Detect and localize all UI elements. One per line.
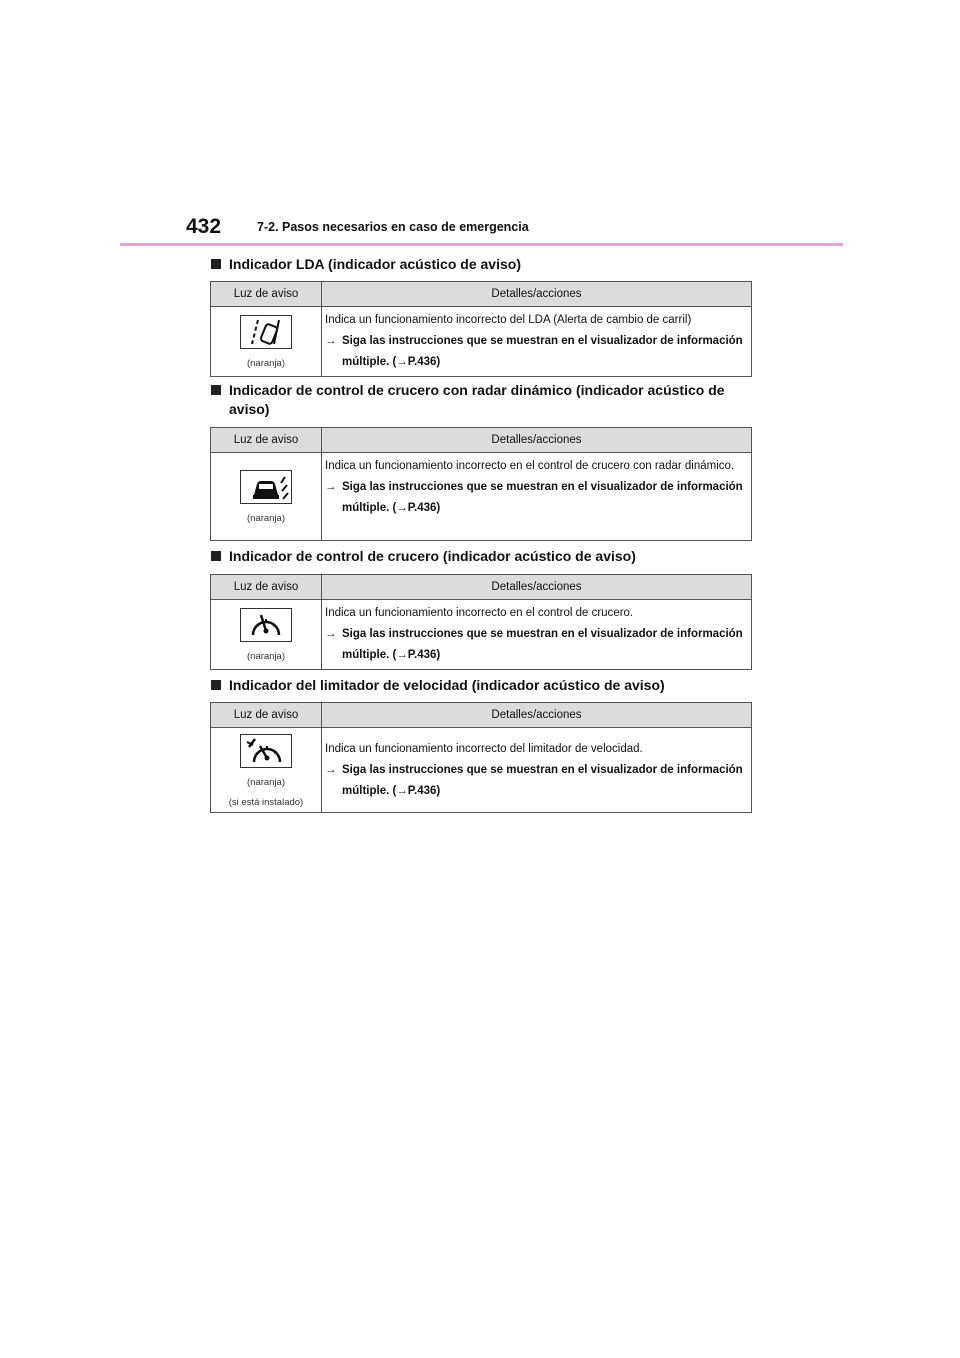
icon-caption: (naranja) <box>246 358 286 369</box>
details-cell <box>322 728 752 813</box>
warning-table-cruise <box>210 574 752 670</box>
heading-cruise <box>211 547 751 566</box>
description-text: Indica un funcionamiento incorrecto en el control de crucero. <box>325 607 634 619</box>
description-text: Indica un funcionamiento incorrecto en el control de crucero con radar dinámico. <box>325 460 735 472</box>
warning-table-lda <box>210 281 752 377</box>
header-light: Luz de aviso <box>211 282 322 307</box>
light-cell <box>211 728 322 813</box>
page-number: 432 <box>186 215 222 238</box>
header-light: Luz de aviso <box>211 703 322 728</box>
light-cell <box>211 453 322 541</box>
heading-lda <box>211 255 751 274</box>
action-instruction: Siga las instrucciones que se muestran en el visualizador de información múltiple. (→P.436) <box>342 628 743 661</box>
header-light: Luz de aviso <box>211 428 322 453</box>
header-details: Detalles/acciones <box>322 282 752 307</box>
arrow-right-icon: → <box>325 335 337 347</box>
heading-radar-cruise <box>211 381 751 419</box>
square-bullet-icon <box>211 385 221 395</box>
icon-caption: (naranja) <box>246 651 286 662</box>
arrow-right-icon: → <box>325 481 337 493</box>
action-instruction: Siga las instrucciones que se muestran en el visualizador de información múltiple. (→P.436) <box>342 763 743 797</box>
radar-cruise-control-icon <box>240 470 292 504</box>
action-instruction: Siga las instrucciones que se muestran en el visualizador de información múltiple. (→P.436) <box>342 481 743 514</box>
description-text: Indica un funcionamiento incorrecto del LDA (Alerta de cambio de carril) <box>325 314 692 326</box>
section-title: 7-2. Pasos necesarios en caso de emergencia <box>257 220 529 234</box>
header-details: Detalles/acciones <box>322 428 752 453</box>
icon-caption: (naranja) <box>246 513 286 524</box>
details-cell <box>322 453 752 541</box>
header-light: Luz de aviso <box>211 575 322 600</box>
square-bullet-icon <box>211 259 221 269</box>
header-details: Detalles/acciones <box>322 575 752 600</box>
arrow-right-icon: → <box>325 628 337 640</box>
heading-text: Indicador de control de crucero con radar dinámico (indicador acústico de <box>229 382 725 398</box>
action-instruction: Siga las instrucciones que se muestran en el visualizador de información múltiple. (→P.436) <box>342 335 743 368</box>
heading-text: Indicador LDA (indicador acústico de aviso) <box>229 256 521 272</box>
light-cell <box>211 307 322 377</box>
icon-caption-installed: (si está instalado) <box>228 796 304 808</box>
heading-text: Indicador del limitador de velocidad (indicador acústico de aviso) <box>229 677 665 693</box>
heading-speed-limiter <box>211 676 751 695</box>
arrow-right-icon: → <box>325 763 337 776</box>
header-details: Detalles/acciones <box>322 703 752 728</box>
lane-departure-icon <box>240 315 292 349</box>
cruise-control-icon <box>240 608 292 642</box>
warning-table-radar-cruise <box>210 427 752 541</box>
description-text: Indica un funcionamiento incorrecto del limitador de velocidad. <box>325 742 643 755</box>
header-rule <box>120 243 843 246</box>
details-cell <box>322 600 752 670</box>
warning-table-speed-limiter <box>210 702 752 813</box>
speed-limiter-icon <box>240 734 292 768</box>
action-text <box>322 624 751 666</box>
square-bullet-icon <box>211 551 221 561</box>
square-bullet-icon <box>211 680 221 690</box>
light-cell <box>211 600 322 670</box>
action-text <box>322 331 751 373</box>
heading-text-cont: aviso) <box>229 401 270 417</box>
action-text <box>322 760 751 802</box>
action-text <box>322 477 751 519</box>
icon-caption: (naranja) <box>246 776 286 788</box>
heading-text: Indicador de control de crucero (indicador acústico de aviso) <box>229 548 636 564</box>
details-cell <box>322 307 752 377</box>
